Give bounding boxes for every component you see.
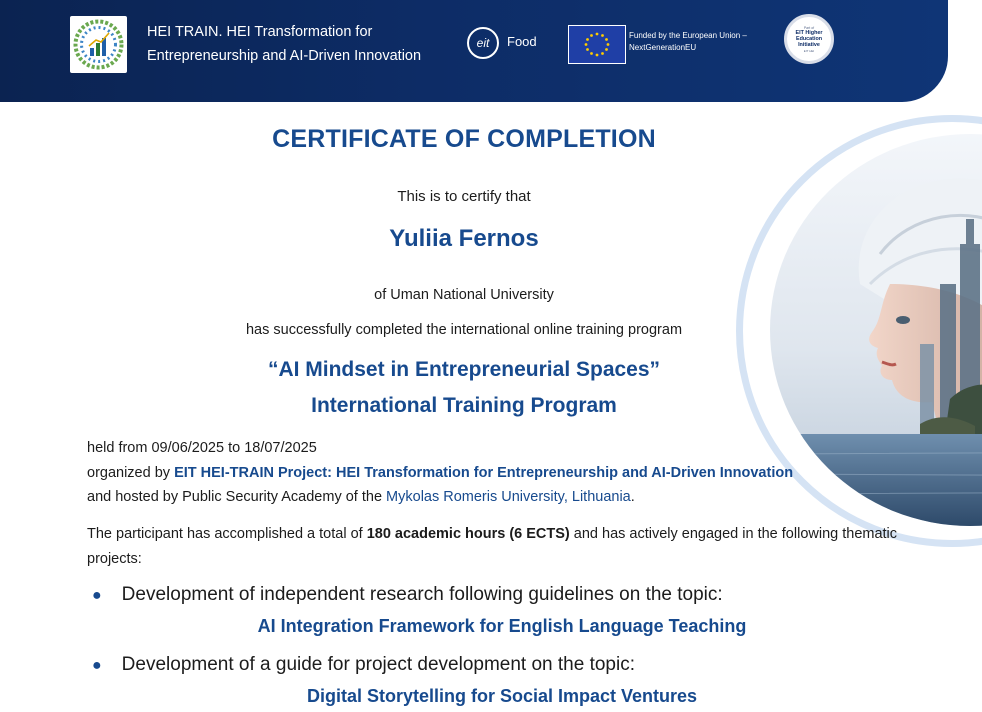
hosted-suffix: . [630,489,635,505]
organized-project: EIT HEI-TRAIN Project: HEI Transformation for Entrepreneurship and AI-Driven Innovation [174,464,794,481]
list-item [92,654,635,676]
accomplished-prefix: The participant has accomplished a total of [87,526,367,542]
badge-part-of: Part of [803,25,815,30]
completion-statement: has successfully completed the international online training program [245,322,683,338]
accomplished-suffix: and has actively engaged in the following thematic projects: [87,526,898,567]
recipient-university: of Uman National University [374,287,554,303]
eit-hei-badge [784,14,834,64]
header-banner [0,0,948,102]
eu-funding-line2: NextGenerationEU [629,43,697,52]
badge-education: Education [795,35,823,42]
organized-by [87,461,907,486]
academic-hours: 180 academic hours (6 ECTS) [366,526,570,542]
eit-food-logo [465,25,545,61]
svg-text:eit: eit [476,36,490,50]
project-title-line2: Entrepreneurship and AI-Driven Innovation [147,48,422,64]
hosted-prefix: and hosted by Public Security Academy of the [87,489,387,505]
program-title: “AI Mindset in Entrepreneurial Spaces” [267,358,661,381]
eu-funding-text [629,30,747,54]
program-subtitle: International Training Program [311,394,617,417]
hei-train-logo-icon [70,16,127,73]
project-topic: AI Integration Framework for English Language Teaching [257,616,747,636]
project-description: Development of a guide for project development on the topic: [121,654,635,675]
project-topic: Digital Storytelling for Social Impact Ventures [306,686,698,706]
eu-funding-line1: Funded by the European Union – [629,31,747,40]
eit-food-label: Food [507,34,537,49]
list-item [92,584,723,606]
hei-train-logo [70,16,127,73]
hosted-by [87,485,907,510]
bullet-icon: ● [92,587,102,604]
badge-footer: EIT HEI [803,48,815,53]
certificate-title: CERTIFICATE OF COMPLETION [272,125,656,153]
held-dates: held from 09/06/2025 to 18/07/2025 [87,440,317,456]
accomplishment-text [87,522,907,571]
badge-initiative: Initiative [798,41,820,48]
badge-eit-higher: EIT Higher [795,29,823,36]
program-details [87,436,907,510]
organized-prefix: organized by [87,464,175,481]
project-description: Development of independent research following guidelines on the topic: [121,584,723,605]
certify-text: This is to certify that [397,188,531,205]
project-title [147,20,447,68]
eu-flag-icon [568,25,626,64]
hosted-university: Mykolas Romeris University, Lithuania [386,489,631,505]
bullet-icon: ● [92,657,102,674]
recipient-name: Yuliia Fernos [389,225,539,252]
project-title-line1: HEI TRAIN. HEI Transformation for [147,24,373,40]
